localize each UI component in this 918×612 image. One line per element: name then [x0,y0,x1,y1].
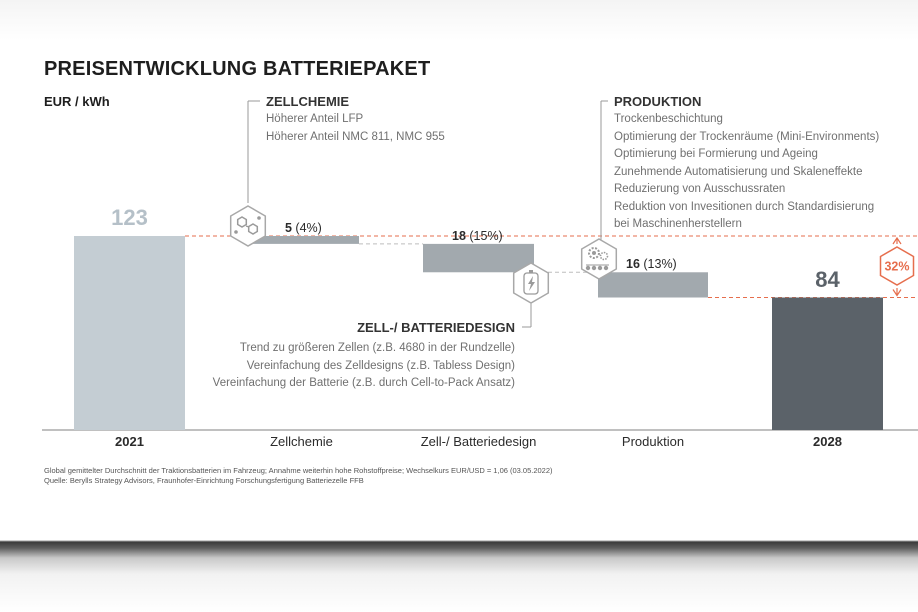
step-value-label: 16 (13%) [626,257,677,271]
list-item: Vereinfachung der Batterie (z.B. durch Cell-to-Pack Ansatz) [212,377,515,389]
list-item: Höherer Anteil NMC 811, NMC 955 [266,130,445,143]
list-item: bei Maschinenherstellern [614,218,742,230]
molecule-atom [234,230,238,234]
reduction-label: 32% [884,259,910,274]
step-value-label: 18 (15%) [452,229,503,243]
x-tick-label: Produktion [621,434,685,449]
conveyor-roller [586,266,590,270]
zellchemie-list [266,111,445,146]
zelldesign-list [213,340,515,393]
bar-5 [772,298,883,430]
list-item: Zunehmende Automatisierung und Skaleneffekte [614,165,863,178]
x-tick-label: 2028 [813,434,842,449]
battery-terminal [529,270,533,273]
list-item: Vereinfachung des Zelldesigns (z.B. Tabless Design) [246,359,515,372]
unit-label: EUR / kWh [44,94,110,109]
x-tick-label: Zell-/ Batteriedesign [420,434,537,449]
footnote-source: Quelle: Berylls Strategy Advisors, Fraunhofer-Einrichtung Forschungsfertigung Batteriezelle FFB [44,476,364,485]
chart-title: PREISENTWICKLUNG BATTERIEPAKET [44,58,431,80]
footnote [44,466,553,486]
zelldesign-heading: ZELL-/ BATTERIEDESIGN [357,320,515,335]
step-value-label: 5 (4%) [285,221,322,235]
produktion-heading: PRODUKTION [614,94,702,109]
x-tick-label: Zellchemie [270,434,333,449]
x-tick-label: 2021 [115,434,144,449]
value-label-2028: 84 [815,267,840,292]
conveyor-roller [598,266,602,270]
list-item: Reduzierung von Ausschussraten [614,183,786,195]
list-item: Reduktion von Invesitionen durch Standardisierung [614,200,875,213]
bar-1 [74,236,185,430]
bar-4 [598,272,708,297]
bar-3 [423,244,534,272]
footnote-assumptions: Global gemittelter Durchschnitt der Traktionsbatterien im Fahrzeug; Annahme weiterhin hohe Rohstoffpreise; Wechselkurs EUR/USD = 1,06 (03.05.2022) [44,466,553,475]
produktion-list [614,111,879,234]
value-label-2021: 123 [111,205,148,230]
zellchemie-heading: ZELLCHEMIE [266,94,350,109]
list-item: Optimierung bei Formierung und Ageing [614,148,818,160]
list-item: Trockenbeschichtung [614,113,723,125]
conveyor-roller [604,266,608,270]
gear-hub [592,251,596,255]
list-item: Optimierung der Trockenräume (Mini-Environments) [614,130,880,143]
molecule-atom [257,216,261,220]
list-item: Trend zu größeren Zellen (z.B. 4680 in der Rundzelle) [239,342,515,354]
conveyor-roller [592,266,596,270]
bottom-shadow [0,534,918,612]
list-item: Höherer Anteil LFP [266,113,364,125]
